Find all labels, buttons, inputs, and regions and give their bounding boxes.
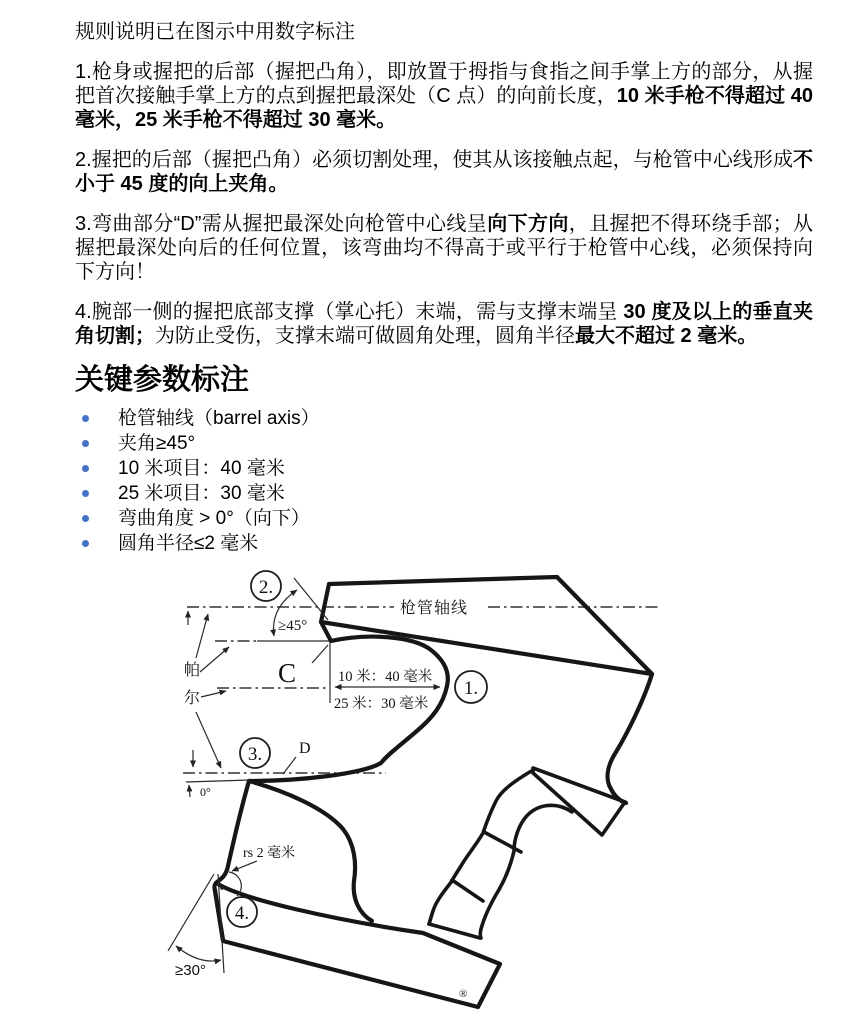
callout-2-label: 2.	[258, 577, 274, 598]
bullet-item: 夹角≥45°	[75, 431, 813, 456]
radius-label: rs 2 毫米	[243, 846, 296, 861]
bullet-item: 枪管轴线（barrel axis）	[75, 406, 813, 431]
barrel-axis-label: 枪管轴线	[400, 600, 469, 617]
angle-45-label: ≥45°	[278, 618, 308, 634]
zero-ref-line	[186, 780, 250, 782]
section-heading: 关键参数标注	[75, 364, 250, 396]
bullet-item: 圆角半径≤2 毫米	[75, 531, 813, 556]
callout-4-label: 4.	[234, 903, 250, 924]
rule-paragraph-3: 3.弯曲部分“D”需从握把最深处向枪管中心线呈向下方向，且握把不得环绕手部；从握把最深处向后的任何位置，该弯曲均不得高于或平行于枪管中心线，必须保持向下方向！	[75, 213, 814, 283]
finger-column-right	[480, 805, 572, 938]
dim-10m-label: 10 米：40 毫米	[338, 669, 433, 685]
parallel-annotation	[184, 611, 229, 768]
angle-30-label: ≥30°	[175, 962, 206, 979]
c-callout-line	[312, 645, 328, 663]
angle-30-arc	[176, 946, 221, 961]
d-callout-line	[283, 757, 296, 774]
bullet-item: 10 米项目：40 毫米	[75, 456, 813, 481]
callout-3-label: 3.	[247, 744, 263, 765]
dim-25m-label: 25 米：30 毫米	[334, 696, 429, 712]
rule-paragraph-4: 4.腕部一侧的握把底部支撑（掌心托）末端，需与支撑末端呈 30 度及以上的垂直夹角切割；为防止受伤，支撑末端可做圆角处理，圆角半径最大不超过 2 毫米。	[75, 301, 813, 347]
rule-paragraph-1: 1.枪身或握把的后部（握把凸角），即放置于拇指与食指之间手掌上方的部分，从握把首次接触手掌上方的点到握把最深处（C 点）的向前长度，10 米手枪不得超过 40 毫米，25 米手枪不得超过 30 毫米。	[75, 61, 813, 131]
bullet-item: 25 米项目：30 毫米	[75, 481, 813, 506]
d-point-label: D	[299, 740, 311, 757]
angle-0-label: 0°	[200, 785, 211, 799]
frame-wedge	[321, 577, 652, 674]
rule-paragraph-2: 2.握把的后部（握把凸角）必须切割处理，使其从该接触点起，与枪管中心线形成不小于 45 度的向上夹角。	[75, 149, 813, 195]
parallel-char-bottom: 尔	[184, 690, 201, 707]
parallel-char-top: 帕	[184, 662, 201, 679]
thumb-strip	[533, 768, 625, 835]
bullet-item: 弯曲角度 > 0°（向下）	[75, 506, 813, 531]
intro-line: 规则说明已在图示中用数字标注	[75, 21, 355, 43]
callout-1-label: 1.	[463, 678, 479, 699]
angle-45-annotation	[251, 571, 330, 641]
cut-line	[294, 578, 328, 620]
c-dimension-annotation	[278, 642, 487, 712]
registered-mark: ®	[459, 988, 468, 1000]
fillet-center-dot	[220, 886, 224, 890]
angle-30-leg	[168, 874, 214, 951]
c-point-label: C	[278, 658, 297, 688]
back-edge	[608, 674, 652, 803]
